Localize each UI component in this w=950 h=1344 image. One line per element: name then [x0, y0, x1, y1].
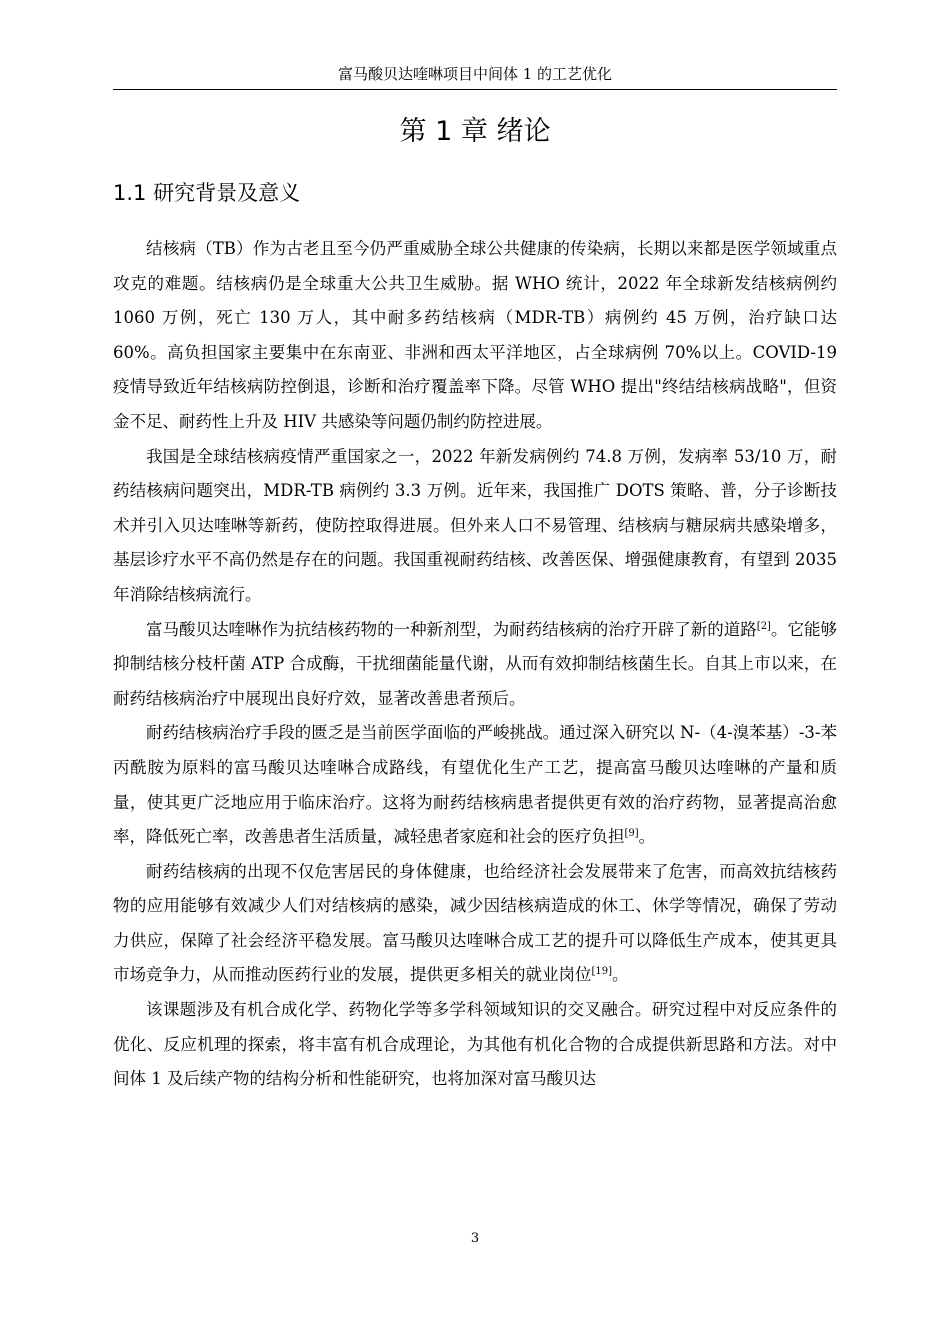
- paragraph-text: 。: [638, 827, 656, 847]
- chapter-title: 第 1 章 绪论: [399, 116, 551, 147]
- paragraph: 我国是全球结核病疫情严重国家之一，2022 年新发病例约 74.8 万例，发病率 53/10 万，耐药结核病问题突出，MDR-TB 病例约 3.3 万例。近年来，我国推广 DOTS 策略、普，分子诊断技术并引入贝达喹啉等新药，使防控取得进展。但外来人口不易管理、结核病与糖尿病共感染增多，基层诊疗水平不高仍然是存在的问题。我国重视耐药结核、改善医保、增强健康教育，有望到 2035 年消除结核病流行。: [113, 446, 837, 604]
- header-rule: [113, 89, 837, 90]
- citation-ref: [9]: [624, 828, 639, 840]
- paragraph: [113, 716, 837, 854]
- paragraph-text: 。: [612, 965, 629, 985]
- body-text: [113, 232, 837, 1097]
- paragraph: [113, 855, 837, 993]
- section-title: 1.1 研究背景及意义: [113, 181, 301, 205]
- citation-ref: [2]: [756, 620, 771, 632]
- citation-ref: [19]: [591, 966, 613, 978]
- paragraph: [113, 613, 837, 717]
- page-number: 3: [470, 1231, 480, 1246]
- paragraph-text: 富马酸贝达喹啉作为抗结核药物的一种新剂型，为耐药结核病的治疗开辟了新的道路: [146, 619, 757, 639]
- paragraph: 该课题涉及有机合成化学、药物化学等多学科领域知识的交叉融合。研究过程中对反应条件的优化、反应机理的探索，将丰富有机合成理论，为其他有机化合物的合成提供新思路和方法。对中间体 1 及后续产物的结构分析和性能研究，也将加深对富马酸贝达: [113, 1000, 837, 1089]
- running-header: 富马酸贝达喹啉项目中间体 1 的工艺优化: [337, 65, 613, 83]
- paragraph-text: 耐药结核病的出现不仅危害居民的身体健康，也给经济社会发展带来了危害，而高效抗结核药物的应用能够有效减少人们对结核病的感染，减少因结核病造成的休工、休学等情况，确保了劳动力供应，保障了社会经济平稳发展。富马酸贝达喹啉合成工艺的提升可以降低生产成本，使其更具市场竞争力，从而推动医药行业的发展，提供更多相关的就业岗位: [113, 861, 837, 985]
- paragraph-text: 。它能够抑制结核分枝杆菌 ATP 合成酶，干扰细菌能量代谢，从而有效抑制结核菌生长。自其上市以来，在耐药结核病治疗中展现出良好疗效，显著改善患者预后。: [113, 619, 838, 708]
- paragraph-text: 耐药结核病治疗手段的匮乏是当前医学面临的严峻挑战。通过深入研究以 N-（4-溴苯基）-3-苯丙酰胺为原料的富马酸贝达喹啉合成路线，有望优化生产工艺，提高富马酸贝达喹啉的产量和质量，使其更广泛地应用于临床治疗。这将为耐药结核病患者提供更有效的治疗药物，显著提高治愈率，降低死亡率，改善患者生活质量，减轻患者家庭和社会的医疗负担: [113, 723, 837, 847]
- paragraph: 结核病（TB）作为古老且至今仍严重威胁全球公共健康的传染病，长期以来都是医学领域重点攻克的难题。结核病仍是全球重大公共卫生威胁。据 WHO 统计，2022 年全球新发结核病例约 1060 万例，死亡 130 万人，其中耐多药结核病（MDR-TB）病例约 45 万例，治疗缺口达 60%。高负担国家主要集中在东南亚、非洲和西太平洋地区，占全球病例 70%以上。COVID-19 疫情导致近年结核病防控倒退，诊断和治疗覆盖率下降。尽管 WHO 提出"终结结核病战略"，但资金不足、耐药性上升及 HIV 共感染等问题仍制约防控进展。: [113, 239, 837, 431]
